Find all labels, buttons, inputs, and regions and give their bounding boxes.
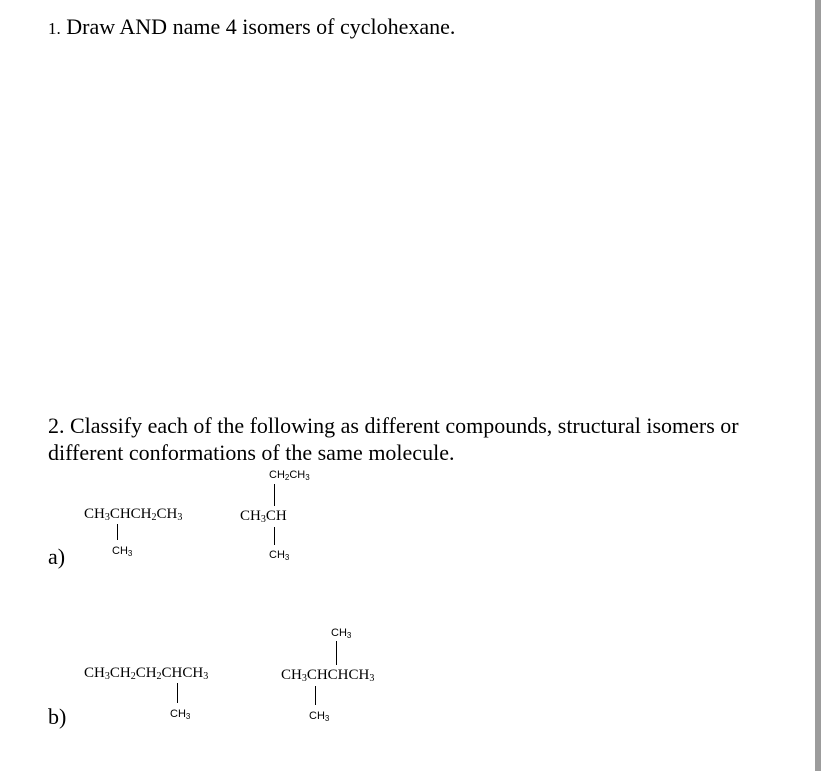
part-a-left-bond [117, 524, 118, 540]
part-a-right-main-chain: $CH_3CH$ [240, 508, 287, 525]
question-1 [48, 14, 455, 42]
question-2-line-1: 2. Classify each of the following as different compounds, structural isomers or [48, 413, 739, 438]
question-2-line-2: different conformations of the same molecule. [48, 440, 455, 465]
part-b-right-main-chain: $CH_3CHCHCH_3$ [281, 667, 375, 684]
part-b-label: b) [48, 704, 67, 729]
part-b-right-bond-down [315, 686, 316, 705]
page-edge-bar [815, 0, 821, 771]
part-a-left-main-chain: $CH_3CHCH_2CH_3$ [84, 506, 183, 523]
part-b-left-main-chain: $CH_3CH_2CH_2CHCH_3$ [84, 665, 209, 682]
part-b-right-branch-below: $CH_3$ [309, 710, 330, 723]
part-b-right-branch-above: $CH_3$ [331, 627, 352, 640]
part-a-right-branch-below: $CH_3$ [269, 549, 290, 562]
question-1-text: Draw AND name 4 isomers of cyclohexane. [66, 14, 456, 39]
part-a-left-branch: $CH_3$ [112, 545, 133, 558]
part-b-left-bond [177, 683, 178, 703]
question-1-number: 1. [48, 19, 61, 38]
part-b-left-branch: $CH_3$ [170, 708, 191, 721]
part-b-right-bond-up [336, 641, 337, 665]
part-a-right-branch-above: $CH_2CH_3$ [269, 469, 310, 482]
part-a-label: a) [48, 544, 66, 569]
part-a-right-bond-up [274, 484, 275, 506]
part-a-right-bond-down [274, 527, 275, 545]
